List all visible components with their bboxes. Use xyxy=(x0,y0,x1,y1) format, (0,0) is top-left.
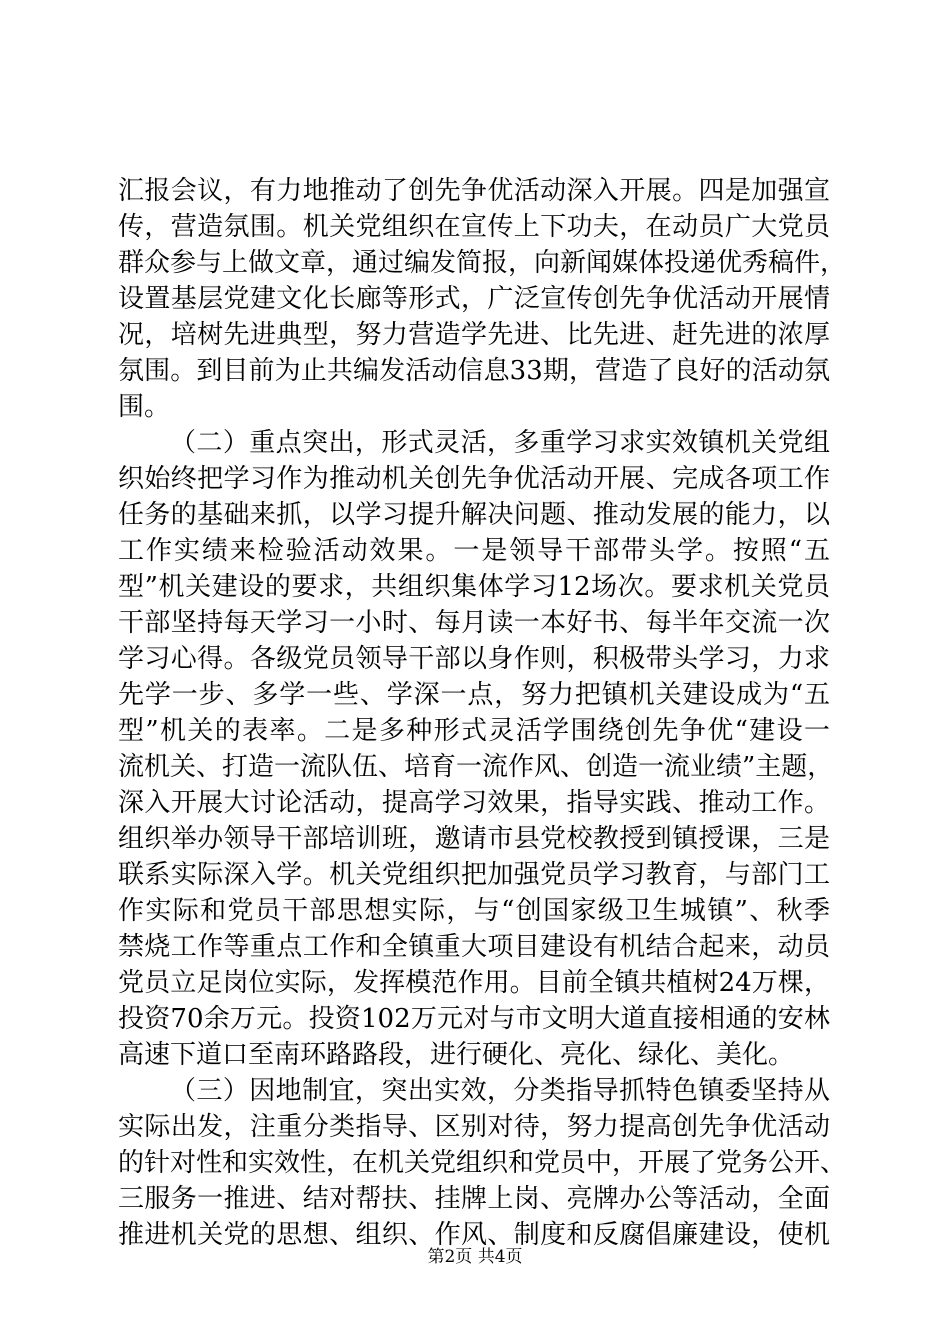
text-line: 的针对性和实效性，在机关党组织和党员中，开展了党务公开、 xyxy=(118,1148,847,1178)
text-line: 联系实际深入学。机关党组织把加强党员学习教育，与部门工 xyxy=(118,860,830,890)
text-line: 党员立足岗位实际，发挥模范作用。目前全镇共植树24万棵， xyxy=(118,968,830,998)
section-heading-line: （二）重点突出，形式灵活，多重学习求实效镇机关党组 xyxy=(170,428,830,458)
text-line: 投资70余万元。投资102万元对与市文明大道直接相通的安林 xyxy=(118,1004,830,1034)
text-line: 深入开展大讨论活动，提高学习效果，指导实践、推动工作。 xyxy=(118,788,830,818)
text-line: 型”机关建设的要求，共组织集体学习12场次。要求机关党员 xyxy=(118,572,830,602)
text-line: 学习心得。各级党员领导干部以身作则，积极带头学习，力求 xyxy=(118,644,830,674)
text-line: 组织举办领导干部培训班，邀请市县党校教授到镇授课，三是 xyxy=(118,824,830,854)
text-line: 工作实绩来检验活动效果。一是领导干部带头学。按照“五 xyxy=(118,536,830,566)
text-line: 禁烧工作等重点工作和全镇重大项目建设有机结合起来，动员 xyxy=(118,932,830,962)
text-line: 氛围。到目前为止共编发活动信息33期，营造了良好的活动氛 xyxy=(118,356,830,386)
text-line: 群众参与上做文章，通过编发简报，向新闻媒体投递优秀稿件， xyxy=(118,248,847,278)
text-line: 传，营造氛围。机关党组织在宣传上下功夫，在动员广大党员 xyxy=(118,212,830,242)
text-line: 况，培树先进典型，努力营造学先进、比先进、赶先进的浓厚 xyxy=(118,320,830,350)
text-line: 围。 xyxy=(118,392,171,422)
text-line: 流机关、打造一流队伍、培育一流作风、创造一流业绩”主题， xyxy=(118,752,834,782)
text-line: 汇报会议，有力地推动了创先争优活动深入开展。四是加强宣 xyxy=(118,176,830,206)
text-line: 干部坚持每天学习一小时、每月读一本好书、每半年交流一次 xyxy=(118,608,830,638)
text-line: 作实际和党员干部思想实际，与“创国家级卫生城镇”、秋季 xyxy=(118,896,830,926)
section-heading-line: （三）因地制宜，突出实效，分类指导抓特色镇委坚持从 xyxy=(170,1076,830,1106)
text-line: 推进机关党的思想、组织、作风、制度和反腐倡廉建设，使机 xyxy=(118,1220,830,1250)
text-line: 实际出发，注重分类指导、区别对待，努力提高创先争优活动 xyxy=(118,1112,830,1142)
text-line: 任务的基础来抓，以学习提升解决问题、推动发展的能力，以 xyxy=(118,500,830,530)
page-footer: 第2页 共4页 xyxy=(427,1247,523,1267)
text-line: 三服务一推进、结对帮扶、挂牌上岗、亮牌办公等活动，全面 xyxy=(118,1184,830,1214)
text-line: 设置基层党建文化长廊等形式，广泛宣传创先争优活动开展情 xyxy=(118,284,830,314)
text-line: 先学一步、多学一些、学深一点，努力把镇机关建设成为“五 xyxy=(118,680,830,710)
text-line: 高速下道口至南环路路段，进行硬化、亮化、绿化、美化。 xyxy=(118,1040,795,1070)
text-line: 型”机关的表率。二是多种形式灵活学围绕创先争优“建设一 xyxy=(118,716,830,746)
text-line: 织始终把学习作为推动机关创先争优活动开展、完成各项工作 xyxy=(118,464,830,494)
